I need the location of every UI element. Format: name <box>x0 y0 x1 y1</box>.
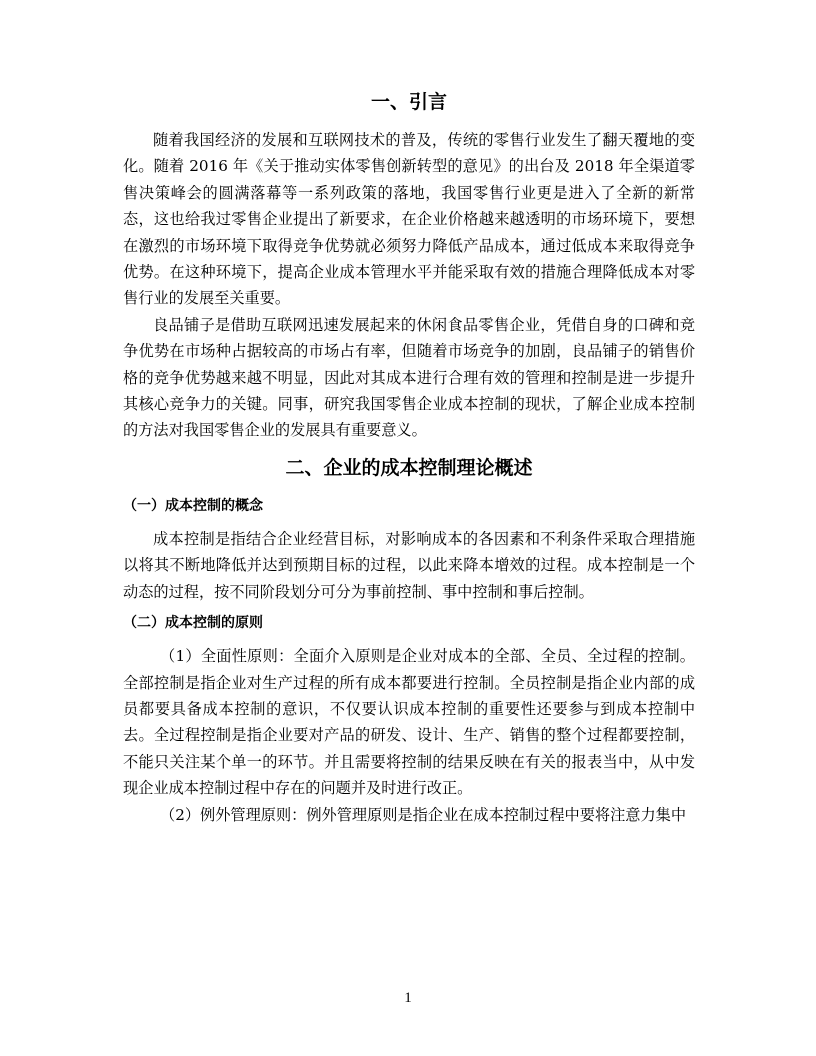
subsection-heading-principles: （二）成本控制的原则 <box>123 615 263 632</box>
principle-paragraph-comprehensive: （1）全面性原则：全面介入原则是企业对成本的全部、全员、全过程的控制。全部控制是指企业对生产过程的所有成本都要进行控制。全员控制是指企业内部的成员都要具备成本控制的意识，不仅要认识成本控制的重要性还要参与到成本控制中去。全过程控制是指企业要对产品的研发、设计、生产、销售的整个过程都要控制，不能只关注某个单一的环节。并且需要将控制的结果反映在有关的报表当中，从中发现企业成本控制过程中存在的问题并及时进行改正。 <box>123 647 695 798</box>
section-heading-introduction: 一、引言 <box>370 91 447 113</box>
concept-paragraph: 成本控制是指结合企业经营目标，对影响成本的各因素和不利条件采取合理措施以将其不断地降低并达到预期目标的过程，以此来降本增效的过程。成本控制是一个动态的过程，按不同阶段划分可分为事前控制、事中控制和事后控制。 <box>123 529 695 601</box>
page-number: 1 <box>404 990 412 1006</box>
intro-paragraph-2: 良品铺子是借助互联网迅速发展起来的休闲食品零售企业，凭借自身的口碑和竞争优势在市场种占据较高的市场占有率，但随着市场竞争的加剧，良品铺子的销售价格的竞争优势越来越不明显，因此对其成本进行合理有效的管理和控制是进一步提升其核心竞争力的关键。同事，研究我国零售企业成本控制的现状，了解企业成本控制的方法对我国零售企业的发展具有重要意义。 <box>123 315 695 440</box>
intro-paragraph-1: 随着我国经济的发展和互联网技术的普及，传统的零售行业发生了翻天覆地的变化。随着 2016 年《关于推动实体零售创新转型的意见》的出台及 2018 年全渠道零售决策峰会的圆满落幕等一系列政策的落地，我国零售行业更是进入了全新的新常态，这也给我过零售企业提出了新要求，在企业价格越来越透明的市场环境下，要想在激烈的市场环境下取得竞争优势就必须努力降低产品成本，通过低成本来取得竞争优势。在这种环境下，提高企业成本管理水平并能采取有效的措施合理降低成本对零售行业的发展至关重要。 <box>123 131 695 308</box>
document-body <box>123 88 695 828</box>
section-heading-cost-control-theory: 二、企业的成本控制理论概述 <box>285 456 533 479</box>
subsection-heading-concept: （一）成本控制的概念 <box>123 497 263 514</box>
principle-paragraph-exception: （2）例外管理原则：例外管理原则是指企业在成本控制过程中要将注意力集中 <box>160 805 687 824</box>
